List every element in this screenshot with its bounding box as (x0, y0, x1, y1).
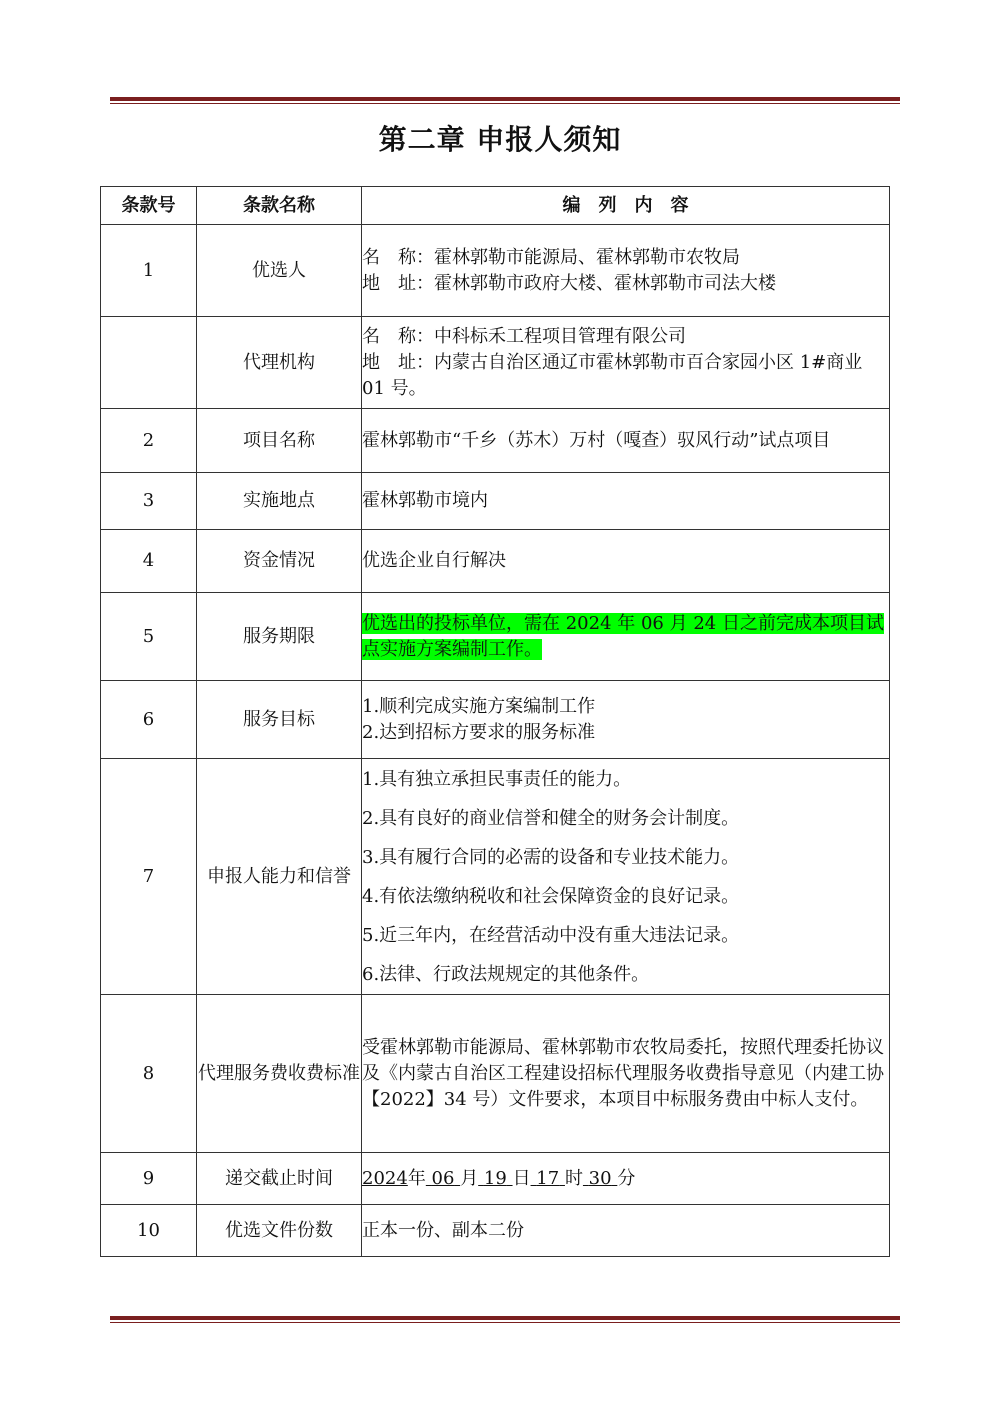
deadline-minute: 30 (588, 1167, 612, 1189)
clause-content (362, 225, 890, 317)
header-divider (110, 97, 900, 104)
footer-divider (110, 1316, 900, 1323)
clause-name: 服务目标 (197, 681, 362, 759)
table-row (101, 409, 890, 473)
table-row (101, 225, 890, 317)
page-title: 第二章 申报人须知 (378, 123, 622, 156)
clause-content (362, 593, 890, 681)
requirement-item: 5.近三年内，在经营活动中没有重大违法记录。 (362, 924, 740, 946)
clause-name: 项目名称 (197, 409, 362, 473)
clause-number: 2 (101, 409, 197, 473)
table-row (101, 473, 890, 530)
table-row (101, 593, 890, 681)
clause-number: 5 (101, 593, 197, 681)
clause-content: 霍林郭勒市境内 (362, 473, 890, 530)
clause-number: 7 (101, 759, 197, 995)
deadline-hour: 17 (536, 1167, 560, 1189)
header-clause-name: 条款名称 (197, 187, 362, 225)
table-row (101, 317, 890, 409)
table-row (101, 1205, 890, 1257)
requirement-item: 1.具有独立承担民事责任的能力。 (362, 768, 632, 790)
deadline-month-unit: 月 (460, 1167, 479, 1189)
clause-name: 优选文件份数 (197, 1205, 362, 1257)
applicant-instructions-table (100, 186, 890, 1257)
deadline-content (362, 1153, 890, 1205)
clause-name: 资金情况 (197, 530, 362, 593)
clause-name: 代理服务费收费标准 (197, 995, 362, 1153)
table-row (101, 759, 890, 995)
clause-number: 10 (101, 1205, 197, 1257)
clause-name: 递交截止时间 (197, 1153, 362, 1205)
table-header-row (101, 187, 890, 225)
deadline-minute-unit: 分 (617, 1167, 636, 1189)
clause-number: 8 (101, 995, 197, 1153)
requirement-item: 4.有依法缴纳税收和社会保障资金的良好记录。 (362, 885, 740, 907)
clause-name: 代理机构 (197, 317, 362, 409)
deadline-day-unit: 日 (512, 1167, 531, 1189)
table-row (101, 1153, 890, 1205)
content-line: 1.顺利完成实施方案编制工作 (362, 695, 596, 717)
deadline-day: 19 (483, 1167, 507, 1189)
deadline-hour-unit: 时 (564, 1167, 583, 1189)
deadline-month: 06 (431, 1167, 455, 1189)
clause-content: 优选企业自行解决 (362, 530, 890, 593)
header-clause-no: 条款号 (101, 187, 197, 225)
clause-number: 1 (101, 225, 197, 317)
content-line: 2.达到招标方要求的服务标准 (362, 721, 596, 743)
content-line: 名 称：中科标禾工程项目管理有限公司 (362, 325, 686, 347)
table-row (101, 681, 890, 759)
clause-content: 受霍林郭勒市能源局、霍林郭勒市农牧局委托，按照代理委托协议及《内蒙古自治区工程建设招标代理服务收费指导意见（内建工协【2022】34 号）文件要求，本项目中标服务费由中标人支付。 (362, 995, 890, 1153)
clause-name: 优选人 (197, 225, 362, 317)
table-row (101, 530, 890, 593)
clause-name: 申报人能力和信誉 (197, 759, 362, 995)
clause-number (101, 317, 197, 409)
clause-number: 4 (101, 530, 197, 593)
requirement-item: 2.具有良好的商业信誉和健全的财务会计制度。 (362, 807, 740, 829)
clause-content: 正本一份、副本二份 (362, 1205, 890, 1257)
requirement-item: 6.法律、行政法规规定的其他条件。 (362, 963, 650, 985)
header-content: 编 列 内 容 (362, 187, 890, 225)
clause-content (362, 681, 890, 759)
content-line: 名 称：霍林郭勒市能源局、霍林郭勒市农牧局 (362, 246, 740, 268)
clause-name: 服务期限 (197, 593, 362, 681)
table-row (101, 995, 890, 1153)
content-line: 地 址：内蒙古自治区通辽市霍林郭勒市百合家园小区 1#商业 01 号。 (362, 351, 863, 399)
content-line: 地 址：霍林郭勒市政府大楼、霍林郭勒市司法大楼 (362, 272, 776, 294)
highlighted-text: 优选出的投标单位，需在 2024 年 06 月 24 日之前完成本项目试点实施方案编制工作。 (362, 612, 884, 660)
clause-name: 实施地点 (197, 473, 362, 530)
clause-number: 6 (101, 681, 197, 759)
requirement-item: 3.具有履行合同的必需的设备和专业技术能力。 (362, 846, 740, 868)
clause-number: 9 (101, 1153, 197, 1205)
clause-number: 3 (101, 473, 197, 530)
clause-content (362, 317, 890, 409)
deadline-year-unit: 年 (407, 1167, 426, 1189)
deadline-year: 2024 (362, 1167, 408, 1189)
clause-content: 霍林郭勒市“千乡（苏木）万村（嘎查）驭风行动”试点项目 (362, 409, 890, 473)
clause-content (362, 759, 890, 995)
